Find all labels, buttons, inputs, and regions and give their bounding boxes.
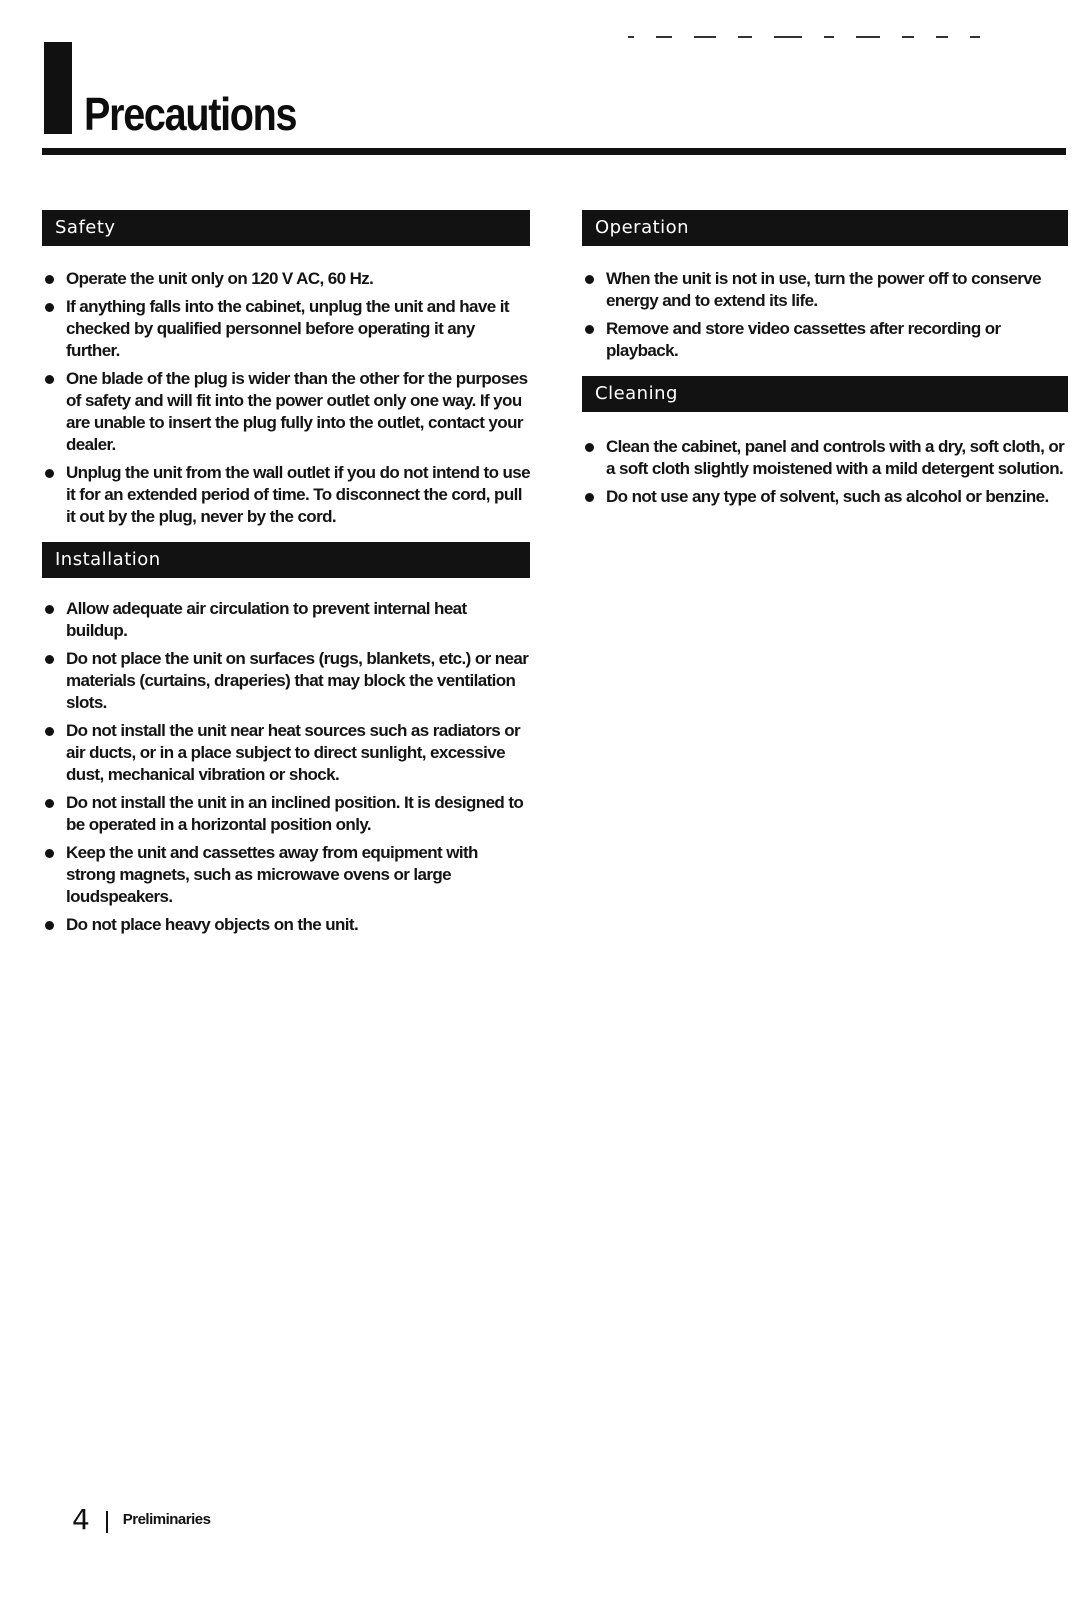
list-item [42,598,530,642]
safety-section [42,210,530,528]
operation-list [582,268,1068,362]
list-item-text: Remove and store video cassettes after recording or playback. [606,319,1001,360]
list-item-text: Do not place heavy objects on the unit. [66,915,359,934]
list-item [582,318,1068,362]
bullet-icon [585,493,594,502]
operation-heading: Operation [582,210,1068,246]
bullet-icon [45,799,54,808]
list-item-text: Clean the cabinet, panel and controls with a dry, soft cloth, or a soft cloth slightly moistened with a mild detergent solution. [606,437,1065,478]
list-item [42,368,530,456]
installation-list [42,598,530,936]
list-item [42,842,530,908]
title-rule [42,148,1066,155]
installation-section [42,542,530,936]
list-item-text: Do not use any type of solvent, such as alcohol or benzine. [606,487,1049,506]
page-footer [72,1500,210,1540]
list-item-text: Do not install the unit in an inclined position. It is designed to be operated in a horizontal position only. [66,793,524,834]
page-title: Precautions [84,88,297,140]
list-item [582,486,1068,508]
bullet-icon [45,605,54,614]
cleaning-section [582,376,1068,508]
list-item [42,296,530,362]
left-column [42,210,530,942]
list-item [42,268,530,290]
cleaning-heading: Cleaning [582,376,1068,412]
footer-section-label: Preliminaries [122,1511,211,1528]
list-item [582,268,1068,312]
page-number: 4 [72,1503,90,1536]
bullet-icon [45,303,54,312]
list-item [42,792,530,836]
safety-list [42,268,530,528]
list-item [42,648,530,714]
bullet-icon [45,921,54,930]
list-item-text: Unplug the unit from the wall outlet if you do not intend to use it for an extended period of time. To disconnect the cord, pull it out by the plug, never by the cord. [66,463,530,526]
list-item-text: Keep the unit and cassettes away from equipment with strong magnets, such as microwave ovens or large loudspeakers. [66,843,478,906]
operation-section [582,210,1068,362]
right-column [582,210,1068,514]
bullet-icon [45,655,54,664]
list-item-text: Allow adequate air circulation to prevent internal heat buildup. [66,599,467,640]
list-item-text: Operate the unit only on 120 V AC, 60 Hz. [66,269,374,288]
bullet-icon [585,325,594,334]
top-dash-decoration [628,36,1028,40]
list-item-text: When the unit is not in use, turn the power off to conserve energy and to extend its life. [606,269,1041,310]
bullet-icon [45,727,54,736]
safety-heading: Safety [42,210,530,246]
list-item-text: Do not install the unit near heat sources such as radiators or air ducts, or in a place subject to direct sunlight, excessive dust, mechanical vibration or shock. [66,721,521,784]
footer-divider [106,1511,108,1533]
bullet-icon [45,375,54,384]
bullet-icon [45,849,54,858]
bullet-icon [45,275,54,284]
list-item [42,720,530,786]
bullet-icon [585,443,594,452]
list-item [42,462,530,528]
list-item [42,914,530,936]
list-item-text: One blade of the plug is wider than the other for the purposes of safety and will fit into the power outlet only one way. If you are unable to insert the plug fully into the outlet, contact your dealer. [66,369,528,454]
bullet-icon [45,469,54,478]
cleaning-list [582,436,1068,508]
list-item [582,436,1068,480]
list-item-text: Do not place the unit on surfaces (rugs, blankets, etc.) or near materials (curtains, draperies) that may block the ventilation slots. [66,649,529,712]
title-accent-bar [44,42,72,134]
installation-heading: Installation [42,542,530,578]
list-item-text: If anything falls into the cabinet, unplug the unit and have it checked by qualified personnel before operating it any further. [66,297,509,360]
bullet-icon [585,275,594,284]
